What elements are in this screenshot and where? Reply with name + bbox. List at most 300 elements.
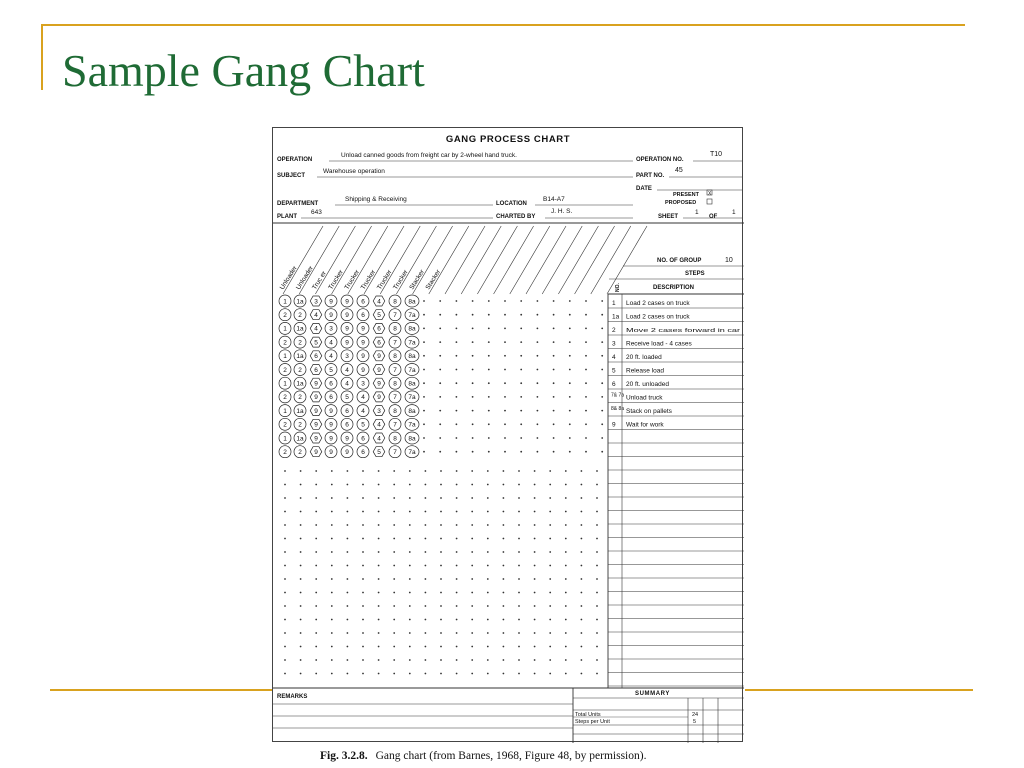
matrix-cell: 8a bbox=[408, 298, 416, 306]
accent-line-top bbox=[41, 24, 965, 26]
grid-dot bbox=[300, 511, 302, 513]
operation-value: Unload canned goods from freight car by 2-wheel hand truck. bbox=[341, 152, 517, 159]
grid-dot bbox=[456, 632, 458, 634]
grid-dot bbox=[440, 592, 442, 594]
grid-dot bbox=[423, 355, 425, 357]
grid-dot bbox=[439, 437, 441, 439]
grid-dot bbox=[347, 538, 349, 540]
grid-dot bbox=[300, 565, 302, 567]
grid-dot bbox=[520, 341, 522, 343]
grid-dot bbox=[471, 578, 473, 580]
grid-dot bbox=[518, 497, 520, 499]
diagonal-line bbox=[510, 226, 550, 294]
grid-dot bbox=[331, 632, 333, 634]
grid-dot bbox=[331, 470, 333, 472]
grid-dot bbox=[425, 524, 427, 526]
grid-dot bbox=[331, 565, 333, 567]
grid-dot bbox=[347, 632, 349, 634]
grid-dot bbox=[300, 619, 302, 621]
grid-dot bbox=[471, 592, 473, 594]
grid-dot bbox=[581, 659, 583, 661]
grid-dot bbox=[423, 410, 425, 412]
grid-dot bbox=[409, 484, 411, 486]
grid-dot bbox=[534, 673, 536, 675]
grid-dot bbox=[440, 578, 442, 580]
step-description: Move 2 cases forward in car bbox=[626, 328, 741, 334]
grid-dot bbox=[347, 592, 349, 594]
grid-dot bbox=[503, 578, 505, 580]
grid-dot bbox=[534, 565, 536, 567]
grid-dot bbox=[362, 538, 364, 540]
grid-dot bbox=[487, 673, 489, 675]
grid-dot bbox=[440, 619, 442, 621]
grid-dot bbox=[331, 659, 333, 661]
step-no: 1a bbox=[612, 313, 620, 321]
grid-dot bbox=[585, 341, 587, 343]
worker-label: Unloader bbox=[278, 264, 299, 292]
grid-dot bbox=[585, 396, 587, 398]
grid-dot bbox=[537, 396, 539, 398]
grid-dot bbox=[425, 511, 427, 513]
grid-dot bbox=[534, 551, 536, 553]
grid-dot bbox=[581, 497, 583, 499]
grid-dot bbox=[362, 511, 364, 513]
grid-dot bbox=[581, 632, 583, 634]
grid-dot bbox=[596, 619, 598, 621]
grid-dot bbox=[284, 565, 286, 567]
matrix-cell: 2 bbox=[283, 312, 287, 319]
matrix-cell: 3 bbox=[377, 407, 381, 415]
grid-dot bbox=[393, 484, 395, 486]
grid-dot bbox=[488, 369, 490, 371]
grid-dot bbox=[378, 578, 380, 580]
grid-dot bbox=[423, 451, 425, 453]
matrix-cell: 9 bbox=[345, 435, 349, 443]
grid-dot bbox=[378, 619, 380, 621]
total-units-value: 24 bbox=[692, 712, 699, 718]
grid-dot bbox=[300, 524, 302, 526]
grid-dot bbox=[456, 551, 458, 553]
matrix-cell: 3 bbox=[345, 353, 349, 361]
grid-dot bbox=[487, 551, 489, 553]
grid-dot bbox=[425, 605, 427, 607]
grid-dot bbox=[487, 511, 489, 513]
description-header: DESCRIPTION bbox=[653, 285, 695, 291]
grid-dot bbox=[534, 659, 536, 661]
charted-by-label: CHARTED BY bbox=[496, 214, 536, 220]
matrix-cell: 6 bbox=[314, 353, 318, 361]
matrix-cell: 2 bbox=[298, 421, 302, 429]
grid-dot bbox=[504, 382, 506, 384]
grid-dot bbox=[534, 646, 536, 648]
grid-dot bbox=[378, 592, 380, 594]
step-no: 2 bbox=[612, 327, 616, 334]
grid-dot bbox=[534, 592, 536, 594]
worker-label: Stacker bbox=[424, 268, 443, 292]
matrix-cell: 1a bbox=[296, 353, 304, 361]
grid-dot bbox=[456, 437, 458, 439]
grid-dot bbox=[488, 396, 490, 398]
matrix-cell: 6 bbox=[314, 366, 318, 374]
matrix-cell: 7a bbox=[408, 312, 416, 319]
grid-dot bbox=[537, 437, 539, 439]
grid-dot bbox=[300, 578, 302, 580]
grid-dot bbox=[581, 646, 583, 648]
matrix-cell: 9 bbox=[329, 421, 333, 429]
worker-label: Stacker bbox=[408, 268, 426, 292]
grid-dot bbox=[518, 565, 520, 567]
grid-dot bbox=[472, 355, 474, 357]
matrix-cell: 4 bbox=[361, 407, 365, 415]
grid-dot bbox=[488, 341, 490, 343]
grid-dot bbox=[284, 551, 286, 553]
grid-dot bbox=[553, 300, 555, 302]
grid-dot bbox=[553, 396, 555, 398]
matrix-cell: 6 bbox=[345, 421, 349, 429]
grid-dot bbox=[440, 470, 442, 472]
grid-dot bbox=[565, 551, 567, 553]
grid-dot bbox=[569, 423, 571, 425]
matrix-cell: 6 bbox=[361, 435, 365, 443]
no-of-group-label: NO. OF GROUP bbox=[657, 258, 702, 264]
grid-dot bbox=[393, 551, 395, 553]
grid-dot bbox=[315, 619, 317, 621]
grid-dot bbox=[409, 646, 411, 648]
of-label: OF bbox=[709, 214, 718, 220]
department-label: DEPARTMENT bbox=[277, 201, 319, 207]
grid-dot bbox=[503, 551, 505, 553]
grid-dot bbox=[553, 437, 555, 439]
grid-dot bbox=[440, 551, 442, 553]
matrix-cell: 4 bbox=[345, 380, 349, 388]
grid-dot bbox=[596, 511, 598, 513]
grid-dot bbox=[456, 484, 458, 486]
grid-dot bbox=[471, 632, 473, 634]
grid-dot bbox=[440, 673, 442, 675]
grid-dot bbox=[569, 382, 571, 384]
grid-dot bbox=[487, 470, 489, 472]
matrix-cell: 7 bbox=[393, 312, 397, 319]
matrix-cell: 4 bbox=[361, 394, 365, 402]
grid-dot bbox=[518, 524, 520, 526]
step-description: Release load bbox=[626, 367, 664, 375]
grid-dot bbox=[362, 673, 364, 675]
steps-per-unit-value: 5 bbox=[693, 719, 697, 725]
grid-dot bbox=[565, 565, 567, 567]
grid-dot bbox=[504, 451, 506, 453]
grid-dot bbox=[549, 605, 551, 607]
accent-line-bottom-right bbox=[745, 689, 973, 691]
form-title: GANG PROCESS CHART bbox=[445, 134, 571, 145]
grid-dot bbox=[569, 328, 571, 330]
matrix-cell: 6 bbox=[329, 394, 333, 402]
step-description: Receive load - 4 cases bbox=[626, 340, 692, 348]
grid-dot bbox=[331, 538, 333, 540]
grid-dot bbox=[504, 410, 506, 412]
matrix-cell: 2 bbox=[283, 421, 287, 429]
grid-dot bbox=[409, 605, 411, 607]
grid-dot bbox=[549, 659, 551, 661]
matrix-cell: 9 bbox=[314, 421, 318, 429]
grid-dot bbox=[439, 369, 441, 371]
grid-dot bbox=[439, 410, 441, 412]
date-label: DATE bbox=[636, 186, 652, 192]
grid-dot bbox=[284, 524, 286, 526]
present-mark: X bbox=[708, 191, 712, 197]
grid-dot bbox=[440, 646, 442, 648]
grid-dot bbox=[503, 592, 505, 594]
grid-dot bbox=[440, 565, 442, 567]
grid-dot bbox=[518, 605, 520, 607]
grid-dot bbox=[553, 369, 555, 371]
grid-dot bbox=[520, 328, 522, 330]
grid-dot bbox=[488, 410, 490, 412]
grid-dot bbox=[471, 497, 473, 499]
grid-dot bbox=[488, 314, 490, 316]
matrix-cell: 3 bbox=[329, 325, 333, 333]
subject-value: Warehouse operation bbox=[323, 168, 385, 175]
grid-dot bbox=[553, 423, 555, 425]
grid-dot bbox=[471, 511, 473, 513]
grid-dot bbox=[534, 578, 536, 580]
matrix-cell: 9 bbox=[377, 353, 381, 361]
grid-dot bbox=[596, 538, 598, 540]
grid-dot bbox=[284, 497, 286, 499]
step-description: Load 2 cases on truck bbox=[626, 313, 690, 321]
grid-dot bbox=[487, 538, 489, 540]
grid-dot bbox=[378, 565, 380, 567]
grid-dot bbox=[362, 565, 364, 567]
grid-dot bbox=[487, 605, 489, 607]
matrix-cell: 7 bbox=[393, 394, 397, 402]
grid-dot bbox=[585, 451, 587, 453]
matrix-cell: 6 bbox=[361, 298, 365, 306]
grid-dot bbox=[425, 673, 427, 675]
matrix-cell: 7 bbox=[393, 449, 397, 456]
grid-dot bbox=[534, 511, 536, 513]
step-no: 7& 7a bbox=[611, 392, 625, 399]
no-of-group-value: 10 bbox=[725, 257, 733, 264]
grid-dot bbox=[503, 484, 505, 486]
charted-by-value: J. H. S. bbox=[551, 208, 573, 215]
grid-dot bbox=[331, 605, 333, 607]
grid-dot bbox=[409, 565, 411, 567]
grid-dot bbox=[518, 484, 520, 486]
grid-dot bbox=[362, 659, 364, 661]
matrix-cell: 5 bbox=[377, 449, 381, 456]
grid-dot bbox=[534, 470, 536, 472]
proposed-label: PROPOSED bbox=[665, 200, 697, 206]
worker-label: Trucker bbox=[375, 268, 394, 292]
matrix-cell: 9 bbox=[345, 449, 349, 456]
grid-dot bbox=[565, 497, 567, 499]
remarks-label: REMARKS bbox=[277, 694, 308, 700]
grid-dot bbox=[585, 382, 587, 384]
grid-dot bbox=[362, 524, 364, 526]
grid-dot bbox=[596, 632, 598, 634]
caption-label: Fig. 3.2.8. bbox=[320, 750, 368, 762]
grid-dot bbox=[456, 341, 458, 343]
grid-dot bbox=[456, 646, 458, 648]
matrix-cell: 9 bbox=[314, 394, 318, 402]
grid-dot bbox=[569, 341, 571, 343]
matrix-cell: 9 bbox=[329, 407, 333, 415]
grid-dot bbox=[423, 423, 425, 425]
grid-dot bbox=[347, 497, 349, 499]
grid-dot bbox=[393, 619, 395, 621]
grid-dot bbox=[549, 565, 551, 567]
grid-dot bbox=[393, 646, 395, 648]
grid-dot bbox=[331, 484, 333, 486]
step-description: Unload truck bbox=[626, 394, 663, 402]
matrix-cell: 5 bbox=[345, 394, 349, 402]
part-no-value: 45 bbox=[675, 167, 683, 174]
grid-dot bbox=[503, 511, 505, 513]
grid-dot bbox=[284, 605, 286, 607]
grid-dot bbox=[393, 659, 395, 661]
grid-dot bbox=[553, 328, 555, 330]
grid-dot bbox=[425, 619, 427, 621]
grid-dot bbox=[331, 497, 333, 499]
grid-dot bbox=[581, 551, 583, 553]
grid-dot bbox=[553, 410, 555, 412]
grid-dot bbox=[331, 524, 333, 526]
grid-dot bbox=[456, 605, 458, 607]
grid-dot bbox=[565, 538, 567, 540]
department-value: Shipping & Receiving bbox=[345, 196, 407, 203]
grid-dot bbox=[585, 423, 587, 425]
grid-dot bbox=[409, 524, 411, 526]
matrix-cell: 4 bbox=[314, 325, 318, 333]
grid-dot bbox=[315, 578, 317, 580]
grid-dot bbox=[315, 470, 317, 472]
grid-dot bbox=[409, 538, 411, 540]
matrix-cell: 1 bbox=[283, 380, 287, 388]
grid-dot bbox=[565, 592, 567, 594]
matrix-cell: 2 bbox=[298, 366, 302, 374]
grid-dot bbox=[534, 524, 536, 526]
grid-dot bbox=[487, 497, 489, 499]
grid-dot bbox=[549, 646, 551, 648]
grid-dot bbox=[553, 341, 555, 343]
grid-dot bbox=[596, 565, 598, 567]
grid-dot bbox=[440, 524, 442, 526]
grid-dot bbox=[503, 646, 505, 648]
grid-dot bbox=[569, 396, 571, 398]
grid-dot bbox=[347, 524, 349, 526]
form-drawing bbox=[273, 128, 744, 743]
grid-dot bbox=[456, 470, 458, 472]
matrix-cell: 9 bbox=[361, 353, 365, 361]
diagonal-line bbox=[607, 226, 647, 294]
grid-dot bbox=[537, 355, 539, 357]
grid-dot bbox=[331, 592, 333, 594]
grid-dot bbox=[488, 382, 490, 384]
plant-label: PLANT bbox=[277, 214, 297, 220]
grid-dot bbox=[300, 632, 302, 634]
matrix-cell: 4 bbox=[377, 435, 381, 443]
total-units-label: Total Units bbox=[575, 712, 601, 718]
worker-label: Trucker bbox=[343, 268, 362, 292]
grid-dot bbox=[503, 524, 505, 526]
grid-dot bbox=[456, 423, 458, 425]
grid-dot bbox=[331, 619, 333, 621]
matrix-cell: 8 bbox=[393, 435, 397, 443]
grid-dot bbox=[315, 565, 317, 567]
grid-dot bbox=[520, 437, 522, 439]
worker-labels bbox=[279, 264, 443, 291]
grid-dot bbox=[520, 410, 522, 412]
grid-dot bbox=[520, 300, 522, 302]
grid-dot bbox=[520, 382, 522, 384]
grid-dot bbox=[393, 673, 395, 675]
grid-dot bbox=[487, 646, 489, 648]
grid-dot bbox=[549, 511, 551, 513]
grid-dot bbox=[534, 619, 536, 621]
matrix-cell: 1a bbox=[296, 407, 304, 415]
grid-dot bbox=[503, 538, 505, 540]
grid-dot bbox=[347, 578, 349, 580]
grid-dot bbox=[518, 592, 520, 594]
grid-dot bbox=[440, 632, 442, 634]
grid-dot bbox=[520, 314, 522, 316]
grid-dot bbox=[456, 382, 458, 384]
grid-dot bbox=[549, 470, 551, 472]
matrix-cell: 7a bbox=[408, 366, 416, 374]
grid-dot bbox=[347, 551, 349, 553]
grid-dot bbox=[315, 646, 317, 648]
grid-dot bbox=[472, 382, 474, 384]
grid-dot bbox=[472, 396, 474, 398]
grid-dot bbox=[440, 538, 442, 540]
grid-dot bbox=[423, 314, 425, 316]
grid-dot bbox=[596, 578, 598, 580]
grid-dot bbox=[347, 565, 349, 567]
sheet-label: SHEET bbox=[658, 214, 679, 220]
subject-label: SUBJECT bbox=[277, 173, 306, 179]
grid-dot bbox=[362, 619, 364, 621]
steps-label: STEPS bbox=[685, 271, 705, 277]
grid-dot bbox=[581, 605, 583, 607]
grid-dot bbox=[409, 619, 411, 621]
grid-dot bbox=[534, 605, 536, 607]
grid-dot bbox=[456, 355, 458, 357]
grid-dot bbox=[472, 410, 474, 412]
grid-dot bbox=[472, 328, 474, 330]
grid-dot bbox=[585, 355, 587, 357]
grid-dot bbox=[565, 659, 567, 661]
grid-dot bbox=[440, 511, 442, 513]
grid-dot bbox=[518, 632, 520, 634]
grid-dot bbox=[569, 314, 571, 316]
grid-dot bbox=[393, 538, 395, 540]
grid-dot bbox=[503, 470, 505, 472]
grid-dot bbox=[549, 619, 551, 621]
matrix-cell: 2 bbox=[283, 394, 287, 402]
matrix-cell: 6 bbox=[345, 407, 349, 415]
grid-dot bbox=[440, 659, 442, 661]
grid-dot bbox=[504, 437, 506, 439]
grid-dot bbox=[456, 673, 458, 675]
matrix-cell: 7 bbox=[393, 366, 397, 374]
grid-dot bbox=[425, 646, 427, 648]
grid-dot bbox=[456, 538, 458, 540]
operation-no-value: T10 bbox=[710, 151, 723, 158]
grid-dot bbox=[439, 423, 441, 425]
sheet-value: 1 bbox=[695, 209, 699, 216]
matrix-cell: 8a bbox=[408, 380, 416, 388]
grid-dot bbox=[596, 673, 598, 675]
